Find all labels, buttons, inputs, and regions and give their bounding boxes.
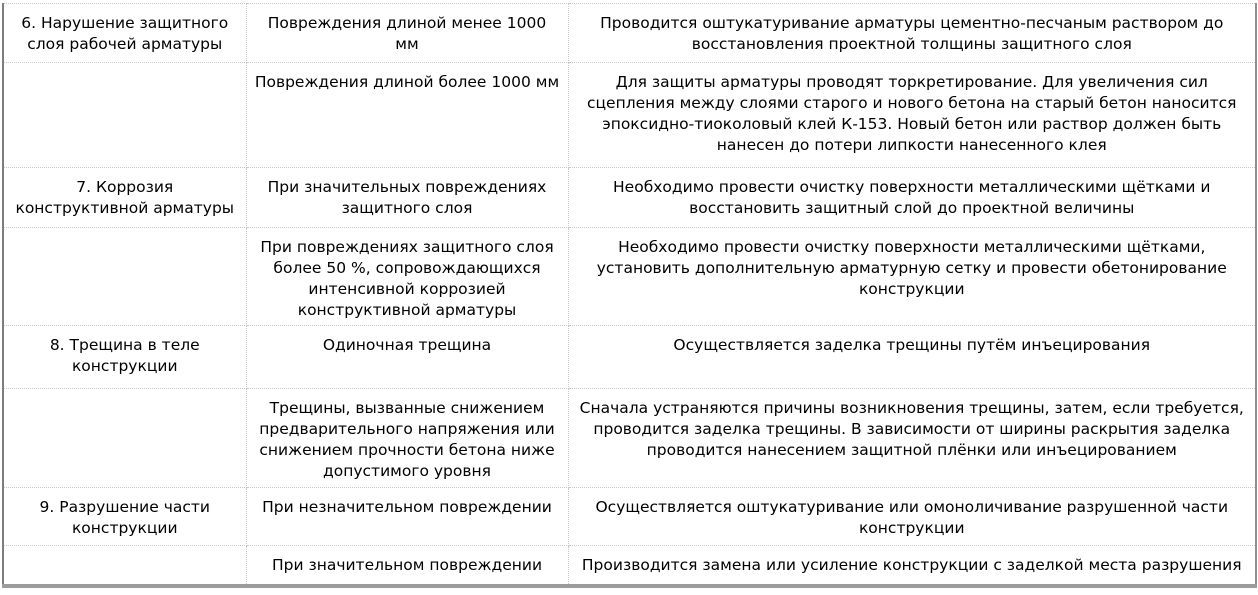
cell-defect bbox=[3, 546, 246, 586]
table-row bbox=[3, 168, 1256, 228]
table-row bbox=[3, 326, 1256, 389]
cell-defect bbox=[3, 389, 246, 488]
cell-condition: При значительных повреждениях защитного слоя bbox=[246, 168, 568, 228]
table-row bbox=[3, 228, 1256, 326]
cell-condition: При незначительном повреждении bbox=[246, 488, 568, 546]
table-row bbox=[3, 389, 1256, 488]
cell-remedy: Сначала устраняются причины возникновения трещины, затем, если требуется, проводится заделка трещины. В зависимости от ширины раскрытия заделка проводится нанесением защитной плёнки или инъецированием bbox=[568, 389, 1256, 488]
cell-remedy: Необходимо провести очистку поверхности металлическими щётками и восстановить защитный слой до проектной величины bbox=[568, 168, 1256, 228]
cell-condition: Повреждения длиной более 1000 мм bbox=[246, 63, 568, 168]
cell-defect bbox=[3, 63, 246, 168]
cell-condition: Повреждения длиной менее 1000 мм bbox=[246, 4, 568, 63]
cell-remedy: Осуществляется заделка трещины путём инъецирования bbox=[568, 326, 1256, 389]
cell-defect: 6. Нарушение защитного слоя рабочей арматуры bbox=[3, 4, 246, 63]
cell-remedy: Необходимо провести очистку поверхности металлическими щётками, установить дополнительную арматурную сетку и провести обетонирование конструкции bbox=[568, 228, 1256, 326]
cell-condition: Одиночная трещина bbox=[246, 326, 568, 389]
table-row bbox=[3, 488, 1256, 546]
table-row bbox=[3, 63, 1256, 168]
cell-condition: При повреждениях защитного слоя более 50 %, сопровождающихся интенсивной коррозией конструктивной арматуры bbox=[246, 228, 568, 326]
table-row bbox=[3, 546, 1256, 586]
defects-repair-table bbox=[2, 3, 1257, 588]
table-row bbox=[3, 4, 1256, 63]
cell-defect: 9. Разрушение части конструкции bbox=[3, 488, 246, 546]
cell-condition: При значительном повреждении bbox=[246, 546, 568, 586]
cell-condition: Трещины, вызванные снижением предварительного напряжения или снижением прочности бетона ниже допустимого уровня bbox=[246, 389, 568, 488]
cell-remedy: Осуществляется оштукатуривание или омоноличивание разрушенной части конструкции bbox=[568, 488, 1256, 546]
cell-remedy: Для защиты арматуры проводят торкретирование. Для увеличения сил сцепления между слоями старого и нового бетона на старый бетон наносится эпоксидно-тиоколовый клей К-153. Новый бетон или раствор должен быть нанесен до потери липкости нанесенного клея bbox=[568, 63, 1256, 168]
cell-defect: 8. Трещина в теле конструкции bbox=[3, 326, 246, 389]
cell-remedy: Производится замена или усиление конструкции с заделкой места разрушения bbox=[568, 546, 1256, 586]
cell-remedy: Проводится оштукатуривание арматуры цементно-песчаным раствором до восстановления проектной толщины защитного слоя bbox=[568, 4, 1256, 63]
cell-defect bbox=[3, 228, 246, 326]
cell-defect: 7. Коррозия конструктивной арматуры bbox=[3, 168, 246, 228]
